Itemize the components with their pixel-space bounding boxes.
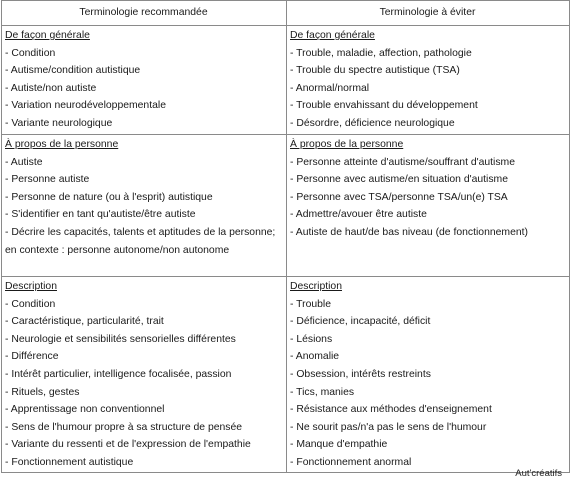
list-item: - Autiste <box>5 156 43 168</box>
section-title: À propos de la personne <box>290 139 404 150</box>
term-list <box>5 296 282 472</box>
list-item: - Trouble envahissant du développement <box>290 100 478 112</box>
description-section-row <box>2 277 570 473</box>
list-item: - Personne atteinte d'autisme/souffrant d'autisme <box>290 156 515 168</box>
list-item: - Variation neurodéveloppementale <box>5 100 166 112</box>
list-item: - Décrire les capacités, talents et aptitudes de la personne; en contexte : personne autonome/non autonome <box>5 226 276 256</box>
terminology-table <box>1 0 570 473</box>
general-section-row <box>2 26 570 135</box>
list-item: - Tics, manies <box>290 386 355 398</box>
avoid-column-header: Terminologie à éviter <box>287 1 570 26</box>
list-item: - Résistance aux méthodes d'enseignement <box>290 404 492 416</box>
list-item: - Personne avec autisme/en situation d'autisme <box>290 174 508 186</box>
source-credit: Aut'créatifs <box>515 468 562 479</box>
section-title: De façon générale <box>5 30 90 41</box>
list-item: - Variante du ressenti et de l'expression de l'empathie <box>5 439 251 451</box>
section-title: Description <box>5 281 57 292</box>
term-list <box>290 296 565 472</box>
list-item: - Manque d'empathie <box>290 439 388 451</box>
term-list <box>5 45 282 133</box>
list-item: - Autisme/condition autistique <box>5 65 141 77</box>
list-item: - Personne autiste <box>5 174 90 186</box>
list-item: - Anomalie <box>290 351 340 363</box>
term-list <box>290 154 565 242</box>
list-item: - Personne de nature (ou à l'esprit) autistique <box>5 191 213 203</box>
section-title: De façon générale <box>290 30 375 41</box>
list-item: - Autiste de haut/de bas niveau (de fonctionnement) <box>290 226 528 238</box>
term-list <box>5 154 282 260</box>
list-item: - Autiste/non autiste <box>5 82 97 94</box>
list-item: - Rituels, gestes <box>5 386 80 398</box>
list-item: - Condition <box>5 47 56 59</box>
section-title: Description <box>290 281 342 292</box>
list-item: - Caractéristique, particularité, trait <box>5 316 164 328</box>
list-item: - Fonctionnement anormal <box>290 456 412 468</box>
term-list <box>290 45 565 133</box>
list-item: - Condition <box>5 298 56 310</box>
description-avoid-cell <box>287 277 570 473</box>
list-item: - Déficience, incapacité, déficit <box>290 316 431 328</box>
list-item: - Anormal/normal <box>290 82 370 94</box>
list-item: - Apprentissage non conventionnel <box>5 404 165 416</box>
list-item: - S'identifier en tant qu'autiste/être autiste <box>5 209 196 221</box>
list-item: - Trouble <box>290 298 332 310</box>
general-avoid-cell <box>287 26 570 135</box>
list-item: - Sens de l'humour propre à sa structure de pensée <box>5 421 243 433</box>
list-item: - Intérêt particulier, intelligence focalisée, passion <box>5 368 232 380</box>
list-item: - Trouble du spectre autistique (TSA) <box>290 65 460 77</box>
list-item: - Obsession, intérêts restreints <box>290 368 431 380</box>
list-item: - Trouble, maladie, affection, pathologie <box>290 47 472 59</box>
list-item: - Ne sourit pas/n'a pas le sens de l'humour <box>290 421 487 433</box>
person-recommended-cell <box>2 135 287 277</box>
person-section-row <box>2 135 570 277</box>
list-item: - Différence <box>5 351 59 363</box>
section-title: À propos de la personne <box>5 139 119 150</box>
list-item: - Fonctionnement autistique <box>5 456 134 468</box>
recommended-column-header: Terminologie recommandée <box>2 1 287 26</box>
list-item: - Lésions <box>290 333 333 345</box>
list-item: - Admettre/avouer être autiste <box>290 209 427 221</box>
list-item: - Variante neurologique <box>5 117 113 129</box>
person-avoid-cell <box>287 135 570 277</box>
list-item: - Neurologie et sensibilités sensorielles différentes <box>5 333 236 345</box>
list-item: - Désordre, déficience neurologique <box>290 117 455 129</box>
header-row <box>2 1 570 26</box>
list-item: - Personne avec TSA/personne TSA/un(e) TSA <box>290 191 508 203</box>
general-recommended-cell <box>2 26 287 135</box>
description-recommended-cell <box>2 277 287 473</box>
